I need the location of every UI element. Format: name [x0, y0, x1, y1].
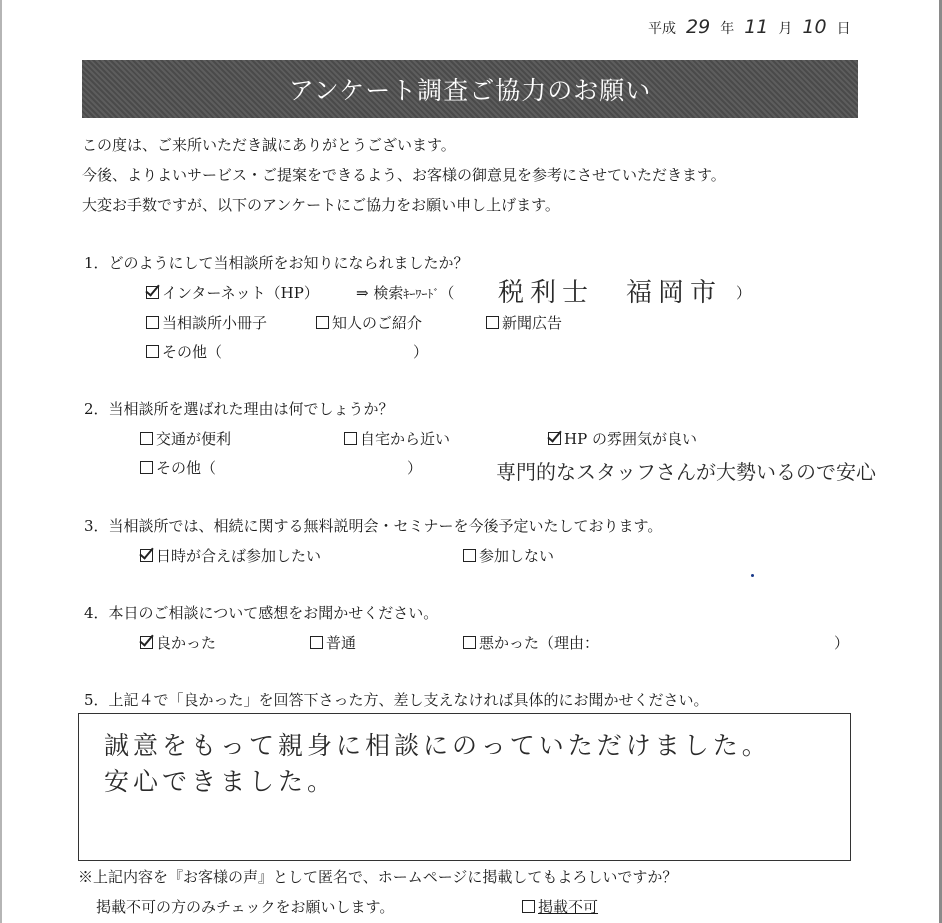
q2-other-label: その他（ — [156, 459, 217, 477]
checkbox-icon[interactable] — [146, 316, 159, 329]
q2-option-other[interactable] — [140, 457, 216, 478]
checkbox-checked-icon[interactable] — [548, 432, 561, 445]
keyword-label: 検索 — [373, 284, 404, 302]
checkbox-icon[interactable] — [310, 636, 323, 649]
no-publish-label: 掲載不可 — [538, 898, 599, 916]
q5-question: 5．上記４で「良かった」を回答下さった方、差し支えなければ具体的にお聞かせください。 — [84, 691, 709, 709]
q1-option-internet[interactable] — [146, 282, 319, 303]
keyword-small-label: ｷｰﾜｰﾄﾞ — [403, 287, 440, 301]
checkbox-checked-icon[interactable] — [140, 636, 153, 649]
q2-hp-label: HP の雰囲気が良い — [564, 430, 697, 448]
q2-transport-label: 交通が便利 — [156, 430, 232, 448]
keyword-paren-close: ） — [736, 284, 752, 302]
date-month-unit: 月 — [778, 21, 793, 37]
q1-question: 1．どのようにして当相談所をお知りになられましたか？ — [84, 254, 469, 272]
checkbox-icon[interactable] — [316, 316, 329, 329]
checkbox-icon[interactable] — [146, 345, 159, 358]
q2-option-near[interactable] — [344, 428, 450, 449]
q1-keyword — [356, 282, 454, 303]
ink-dot — [751, 574, 754, 577]
title-banner — [82, 60, 858, 118]
date-era: 平成 — [648, 21, 676, 37]
q3-question: 3．当相談所では、相続に関する無料説明会・セミナーを今後予定いたしております。 — [84, 517, 663, 535]
checkbox-icon[interactable] — [140, 461, 153, 474]
checkbox-icon[interactable] — [344, 432, 357, 445]
q5-answer-line-2: 安心できました。 — [104, 767, 337, 796]
checkbox-checked-icon[interactable] — [140, 549, 153, 562]
intro-line-1: この度は、ご来所いただき誠にありがとうございます。 — [82, 136, 456, 154]
checkbox-icon[interactable] — [463, 636, 476, 649]
footer-note-1: ※上記内容を『お客様の声』として匿名で、ホームページに掲載してもよろしいですか？ — [78, 868, 678, 886]
q1-internet-label: インターネット（HP） — [162, 284, 319, 302]
q2-question: 2．当相談所を選ばれた理由は何でしょうか？ — [84, 400, 394, 418]
q2-handwritten-answer: 専門的なスタッフさんが大勢いるので安心 — [496, 460, 876, 484]
page-title: アンケート調査ご協力のお願い — [288, 76, 652, 105]
q1-option-other[interactable] — [146, 341, 222, 362]
q4-good-label: 良かった — [156, 634, 217, 652]
q1-intro-label: 知人のご紹介 — [332, 314, 423, 332]
q4-option-normal[interactable] — [310, 632, 356, 653]
date-year: 29 — [686, 16, 711, 38]
date-year-unit: 年 — [720, 21, 735, 37]
date-day-unit: 日 — [836, 21, 851, 37]
q4-option-good[interactable] — [140, 632, 216, 653]
q3-option-nojoin[interactable] — [463, 545, 554, 566]
q1-other-close: ） — [413, 343, 429, 361]
survey-date — [648, 16, 851, 38]
q1-other-label: その他（ — [162, 343, 223, 361]
intro-line-3: 大変お手数ですが、以下のアンケートにご協力をお願い申し上げます。 — [82, 196, 560, 214]
q2-option-transport[interactable] — [140, 428, 231, 449]
q4-option-bad[interactable] — [463, 632, 599, 653]
q1-keyword-answer: 税利士 福岡市 — [498, 278, 723, 308]
q3-option-join[interactable] — [140, 545, 321, 566]
q2-option-hp[interactable] — [548, 428, 697, 449]
q4-bad-close: ） — [834, 634, 850, 652]
q4-question: 4．本日のご相談について感想をお聞かせください。 — [84, 604, 439, 622]
q1-news-label: 新聞広告 — [502, 314, 563, 332]
date-day: 10 — [802, 16, 827, 38]
footer-option-no-publish[interactable] — [522, 896, 598, 917]
checkbox-icon[interactable] — [140, 432, 153, 445]
q4-bad-label: 悪かった（理由： — [479, 634, 600, 652]
page-edge-left — [0, 0, 2, 923]
checkbox-icon[interactable] — [463, 549, 476, 562]
q3-nojoin-label: 参加しない — [479, 547, 555, 565]
intro-line-2: 今後、よりよいサービス・ご提案をできるよう、お客様の御意見を参考にさせていただきます。 — [82, 166, 726, 184]
checkbox-checked-icon[interactable] — [146, 286, 159, 299]
q1-booklet-label: 当相談所小冊子 — [162, 314, 268, 332]
footer-note-2: 掲載不可の方のみチェックをお願いします。 — [96, 898, 395, 916]
q1-option-news[interactable] — [486, 312, 562, 333]
q3-join-label: 日時が合えば参加したい — [156, 547, 322, 565]
q2-other-close: ） — [407, 459, 423, 477]
keyword-paren-open: （ — [439, 284, 455, 302]
q2-near-label: 自宅から近い — [360, 430, 451, 448]
q5-answer-line-1: 誠意をもって親身に相談にのっていただけました。 — [104, 731, 771, 760]
arrow-icon: ⇒ — [356, 284, 369, 302]
date-month: 11 — [744, 16, 769, 38]
checkbox-icon[interactable] — [486, 316, 499, 329]
q1-option-booklet[interactable] — [146, 312, 267, 333]
q4-normal-label: 普通 — [326, 634, 357, 652]
checkbox-icon[interactable] — [522, 900, 535, 913]
q1-option-intro[interactable] — [316, 312, 422, 333]
